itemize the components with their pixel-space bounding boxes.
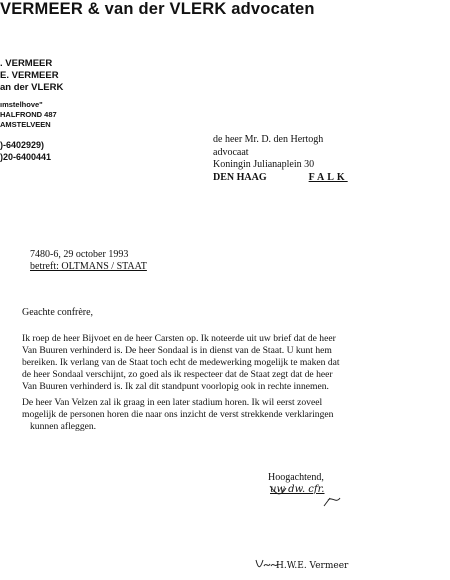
paragraph-1-line: Van Buuren verhinderd is. De heer Sondaal is in dienst van de Staat. U kunt hem — [22, 345, 332, 356]
recipient-block — [213, 134, 348, 184]
sender-phone-2: )20-6400441 — [0, 152, 52, 162]
closing-greeting: Hoogachtend, — [268, 472, 324, 483]
sender-phone-1: )-6402929) — [0, 140, 45, 150]
sender-name-3: an der VLERK — [0, 82, 64, 93]
sender-address-3: AMSTELVEEN — [0, 120, 51, 129]
paragraph-1-line: Ik roep de heer Bijvoet en de heer Carsten op. Ik noteerde uit uw brief dat de heer — [22, 333, 336, 344]
sender-address-2: HALFROND 487 — [0, 110, 57, 119]
sender-name-1: . VERMEER — [0, 58, 53, 69]
recipient-reference-name: FALK — [308, 171, 348, 183]
reference-date: 7480-6, 29 october 1993 — [30, 249, 129, 260]
recipient-city: DEN HAAG — [213, 171, 267, 183]
sender-address-1: ımstelhove" — [0, 100, 43, 109]
body-paragraph-2 — [22, 397, 432, 433]
subject-line: betreft: OLTMANS / STAAT — [30, 261, 147, 272]
paragraph-2-line: kunnen afleggen. — [30, 421, 97, 432]
paragraph-1-line: de heer Sondaal verschijnt, zo goed als ik respecteer dat de Staat zegt dat de heer — [22, 369, 333, 380]
signatory-name: H.W.E. Vermeer — [276, 561, 349, 571]
paragraph-1-line: bereiken. Ik verlang van de Staat toch echt de medewerking mogelijk te maken dat — [22, 357, 340, 368]
paragraph-2-line: mogelijk de personen horen die naar ons inzicht de verst strekkende verklaringen — [22, 409, 334, 420]
recipient-line-3: Koningin Julianaplein 30 — [213, 159, 315, 170]
closing-initials: uw dw. cfr. — [270, 484, 325, 495]
paragraph-1-line: Van Buuren verhinderd is. Ik zal dit standpunt voorlopig ook in rechte innemen. — [22, 381, 329, 392]
sender-name-2: E. VERMEER — [0, 70, 59, 81]
handwritten-initials-scribble — [266, 480, 346, 510]
recipient-line-2: advocaat — [213, 146, 249, 158]
body-paragraph-1 — [22, 333, 432, 393]
sender-block — [0, 58, 63, 163]
firm-name: VERMEER & van der VLERK advocaten — [0, 0, 315, 18]
salutation: Geachte confrère, — [22, 307, 94, 318]
paragraph-2-line: De heer Van Velzen zal ik graag in een later stadium horen. Ik wil eerst zoveel — [22, 397, 323, 408]
recipient-line-1: de heer Mr. D. den Hertogh — [213, 134, 324, 145]
